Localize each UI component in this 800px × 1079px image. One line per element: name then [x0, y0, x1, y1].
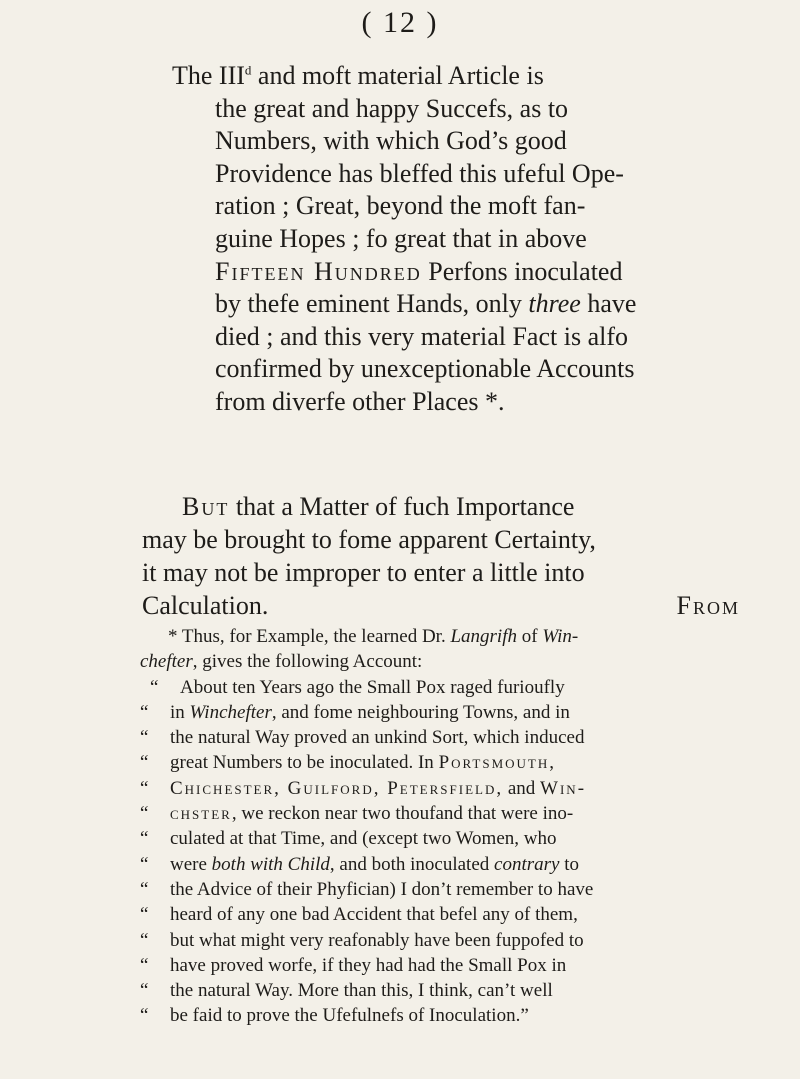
footnote-line: chefter, gives the following Account:	[140, 651, 423, 673]
footnote	[140, 624, 740, 1029]
footnote-line: * Thus, for Example, the learned Dr. Langrifh of Win-	[168, 626, 579, 647]
quote-line: “ be faid to prove the Ufefulnefs of Inoculation.”	[140, 1005, 529, 1027]
text-line: it may not be improper to enter a little into	[142, 558, 585, 587]
text-line: guine Hopes ; fo great that in above	[215, 223, 587, 253]
text-line: died ; and this very material Fact is alfo	[215, 321, 628, 351]
quote-line: “ were both with Child, and both inoculated contrary to	[140, 853, 579, 875]
quote-line: “ have proved worfe, if they had had the Small Pox in	[140, 954, 567, 976]
text-line: But that a Matter of fuch Importance	[182, 492, 575, 521]
quote-line: “ the Advice of their Phyfician) I don’t remember to have	[140, 878, 594, 900]
text-line: confirmed by unexceptionable Accounts	[215, 354, 635, 384]
quote-line: “ heard of any one bad Accident that befel any of them,	[140, 904, 578, 926]
text-line: The III$^d$ and moft material Article is	[172, 61, 544, 90]
quote-line: “ the natural Way. More than this, I think, can’t well	[140, 980, 553, 1002]
catchword: From	[676, 591, 740, 620]
quote-line: “ Chichester, Guilford, Petersfield, and Win-	[140, 777, 587, 799]
paragraph-2	[142, 490, 740, 622]
quote-line: “ About ten Years ago the Small Pox raged furioufly	[150, 676, 565, 698]
text-line: may be brought to fome apparent Certainty,	[142, 525, 596, 554]
text-line: Fifteen Hundred Perfons inoculated	[215, 256, 623, 286]
paragraph-1	[172, 60, 740, 419]
text-line: from diverfe other Places *.	[215, 386, 505, 416]
quote-line: “ culated at that Time, and (except two Women, who	[140, 828, 557, 850]
quote-line: “ in Winchefter, and fome neighbouring Towns, and in	[140, 701, 570, 723]
quote-line: “ but what might very reafonably have been fuppofed to	[140, 929, 584, 951]
text-line: Providence has bleffed this ufeful Ope-	[215, 158, 624, 188]
text-line: by thefe eminent Hands, only three have	[215, 289, 637, 319]
quote-line: “ the natural Way proved an unkind Sort, which induced	[140, 727, 585, 749]
text-line: the great and happy Succefs, as to	[215, 93, 569, 123]
text-line: ration ; Great, beyond the moft fan-	[215, 191, 586, 221]
quote-line: “ chster, we reckon near two thoufand that were ino-	[140, 803, 574, 825]
page-number: ( 12 )	[361, 6, 439, 39]
text-line: Numbers, with which God’s good	[215, 126, 567, 156]
quote-line: “ great Numbers to be inoculated. In Portsmouth,	[140, 752, 554, 774]
text-line: Calculation. From	[142, 591, 740, 620]
